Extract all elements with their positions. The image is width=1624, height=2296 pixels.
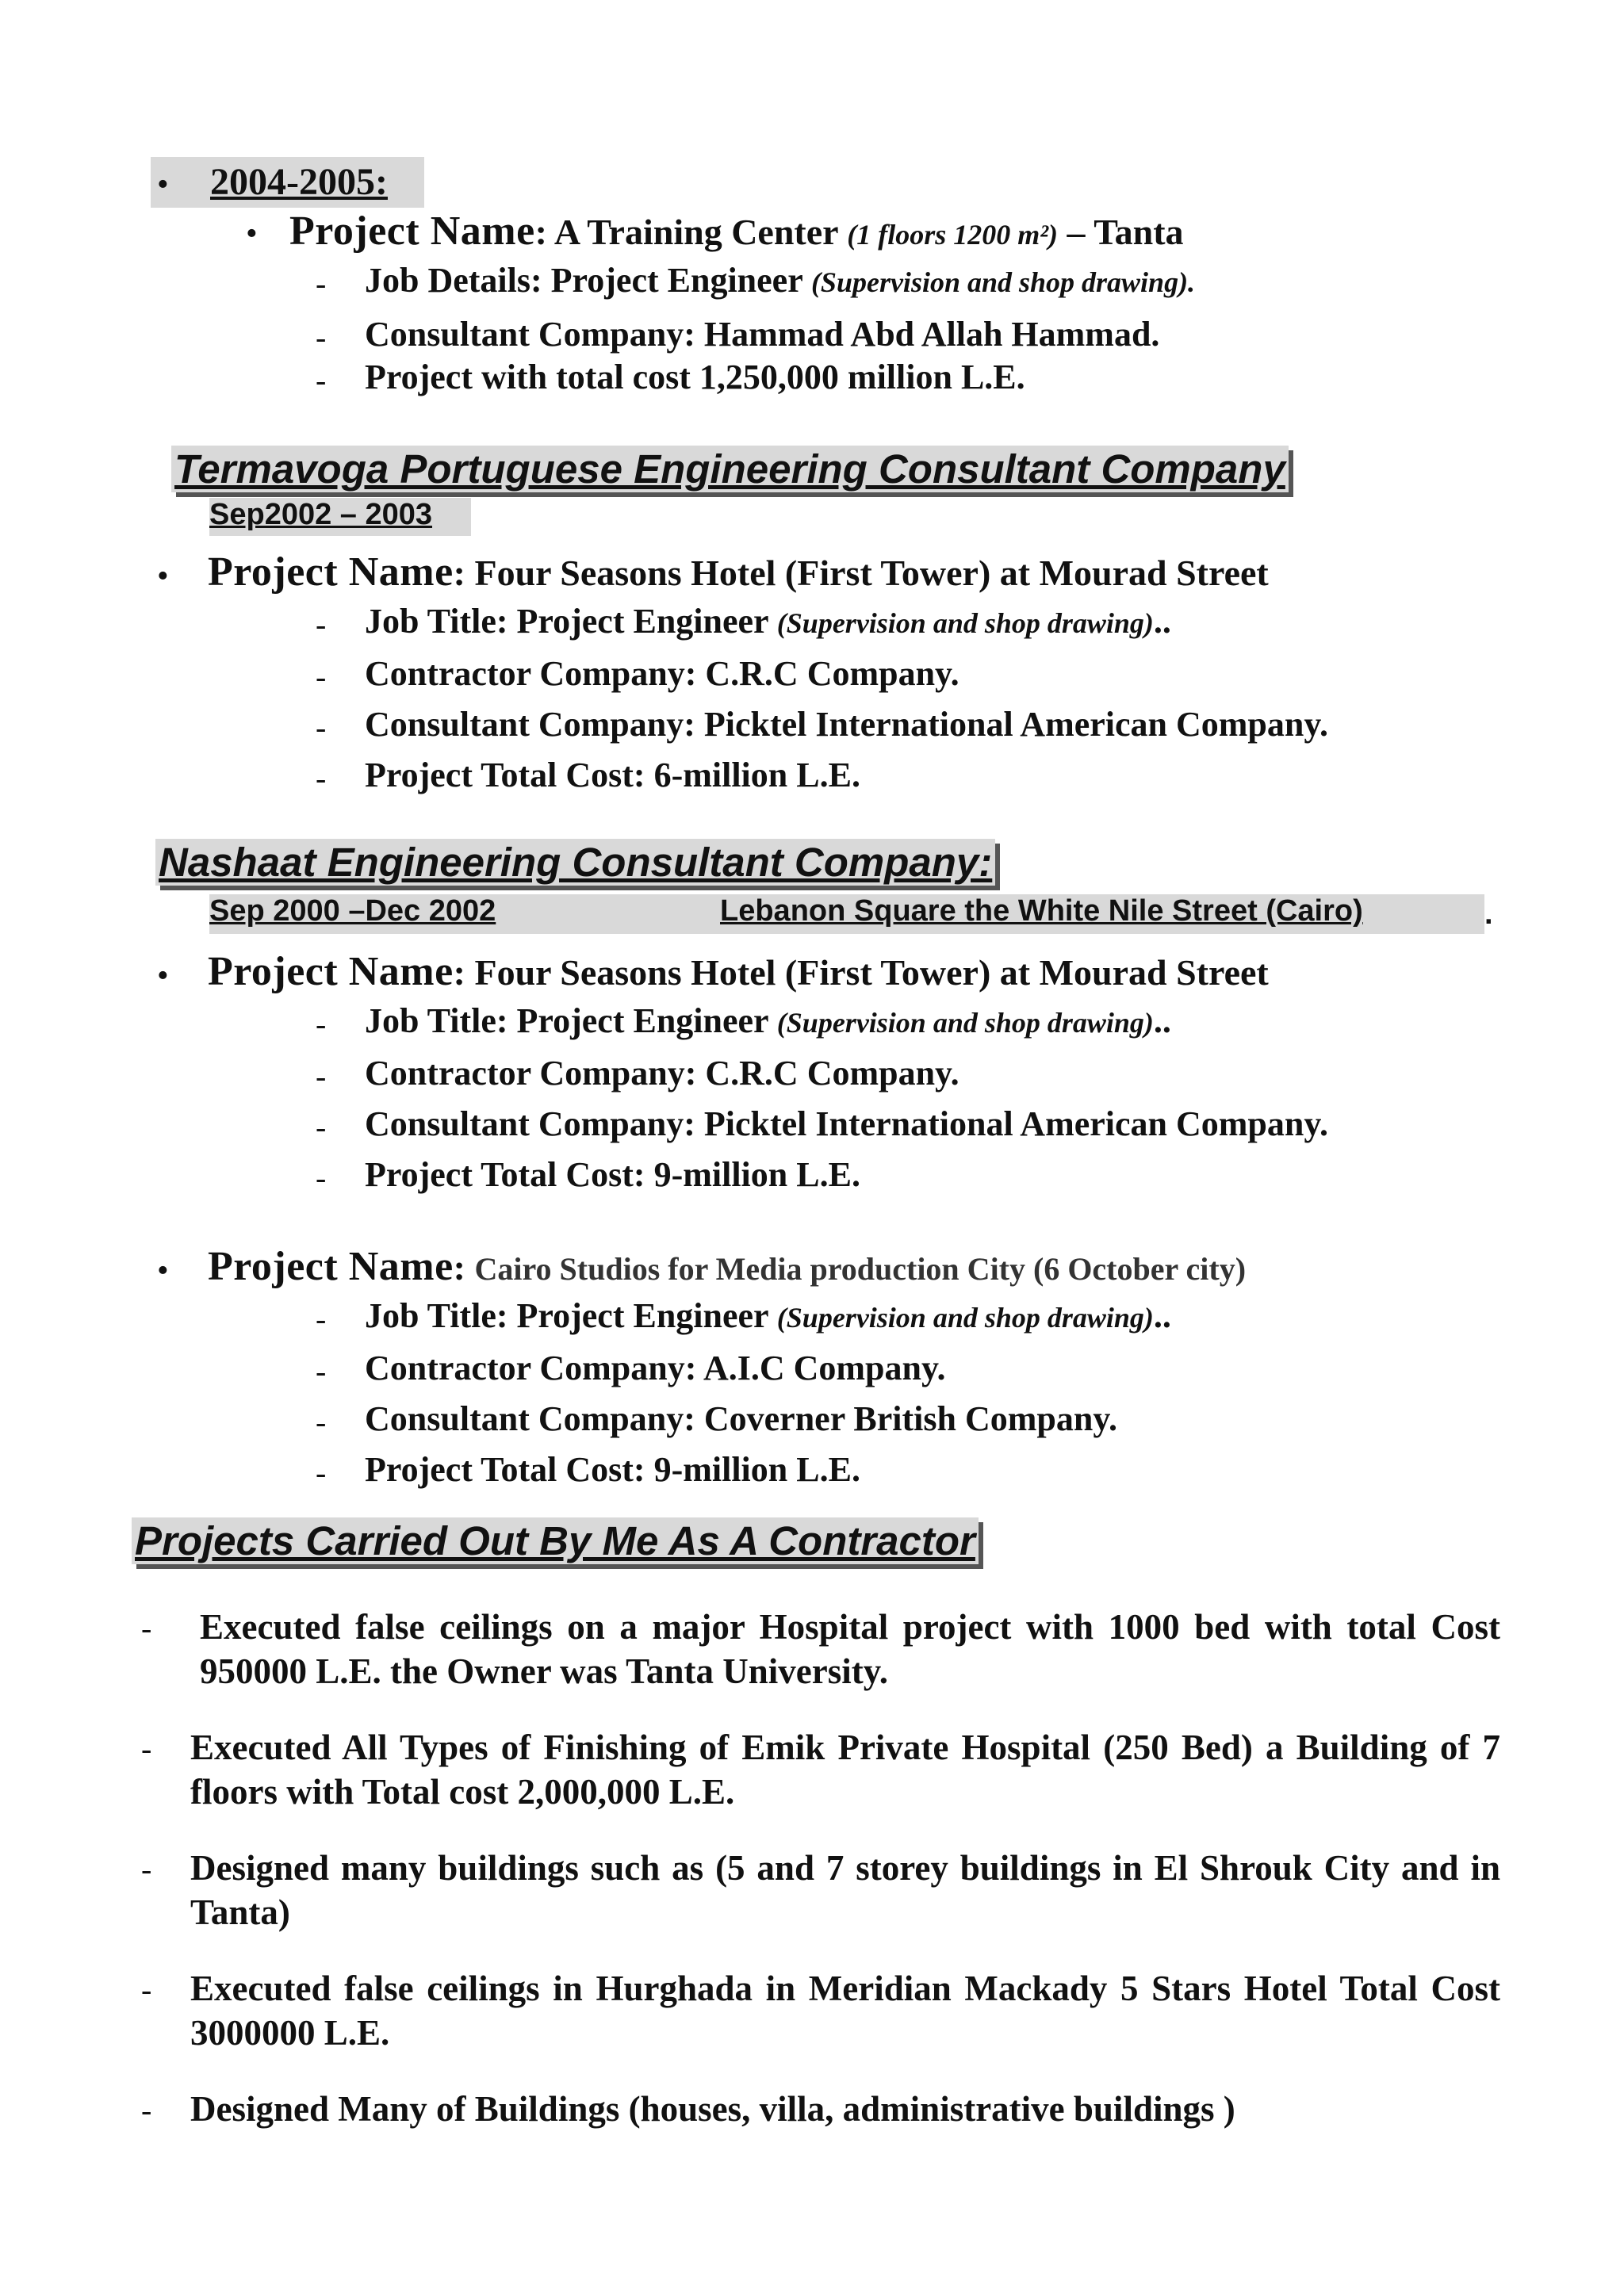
dash-icon: - <box>316 1006 327 1042</box>
detail-line: Project Total Cost: 6-million L.E. <box>365 756 860 794</box>
contractor-item: Executed false ceilings in Hurghada in Meridian Mackady 5 Stars Hotel Total Cost 3000000 L.E. <box>190 1969 1500 2053</box>
dash-icon: - <box>141 1731 152 1766</box>
company-heading-nashaat: Nashaat Engineering Consultant Company: <box>155 839 995 886</box>
dash-icon: - <box>316 1353 327 1389</box>
project-name-value: : Four Seasons Hotel (First Tower) at Mourad Street <box>453 952 1269 993</box>
detail-note: (Supervision and shop drawing) <box>776 1007 1154 1039</box>
detail-note: (Supervision and shop drawing). <box>810 266 1196 298</box>
detail-line <box>365 1001 1171 1041</box>
company-heading-termavoga: Termavoga Portuguese Engineering Consultant Company <box>171 446 1289 492</box>
detail-tail: .. <box>1153 1296 1171 1335</box>
project-size-note: (1 floors 1200 m²) <box>847 219 1059 251</box>
bullet-icon: • <box>157 958 169 994</box>
contractor-item: Executed All Types of Finishing of Emik Private Hospital (250 Bed) a Building of 7 floors with Total cost 2,000,000 L.E. <box>190 1728 1500 1812</box>
location-box <box>693 894 1484 934</box>
bullet-icon: • <box>157 166 169 203</box>
year-heading: 2004-2005: <box>210 161 388 203</box>
project-name-value: Cairo Studios for Media production City (6 October city) <box>474 1251 1247 1287</box>
detail-line: Consultant Company: Hammad Abd Allah Hammad. <box>365 315 1160 354</box>
dash-icon: - <box>141 1972 152 2007</box>
detail-text: Job Title: Project Engineer <box>365 1001 777 1040</box>
bullet-icon: • <box>157 1253 169 1289</box>
dash-icon: - <box>316 1404 327 1440</box>
dash-icon: - <box>316 1058 327 1094</box>
detail-text: Job Title: Project Engineer <box>365 1296 777 1335</box>
project-name-label: Project Name <box>289 209 535 254</box>
detail-tail: .. <box>1153 602 1171 641</box>
contractor-item: Designed many buildings such as (5 and 7 storey buildings in El Shrouk City and in Tanta) <box>190 1848 1500 1932</box>
project-name-label: Project Name <box>208 549 454 595</box>
dash-icon: - <box>141 2092 152 2128</box>
dash-icon: - <box>316 266 327 301</box>
detail-text: Job Details: Project Engineer <box>365 261 811 300</box>
project-name-value: : A Training Center <box>534 212 848 252</box>
project-name-colon: : <box>453 1247 475 1288</box>
dash-icon: - <box>141 1851 152 1887</box>
contractor-item: Executed false ceilings on a major Hospital project with 1000 bed with total Cost 950000 L.E. the Owner was Tanta University. <box>200 1607 1500 1691</box>
detail-line <box>365 260 1195 300</box>
detail-line: Contractor Company: A.I.C Company. <box>365 1349 946 1387</box>
detail-tail: .. <box>1153 1001 1171 1040</box>
dash-icon: - <box>316 607 327 642</box>
date-range: Sep2002 – 2003 <box>209 498 471 536</box>
dash-icon: - <box>141 1610 152 1646</box>
bullet-icon: • <box>246 216 258 252</box>
project-name-label: Project Name <box>208 949 454 994</box>
detail-line: Contractor Company: C.R.C Company. <box>365 1054 959 1093</box>
project-name-line <box>208 948 1269 995</box>
project-name-line <box>208 549 1269 595</box>
dash-icon: - <box>316 1455 327 1490</box>
project-name-label: Project Name <box>208 1244 454 1289</box>
project-name-line <box>289 208 1184 254</box>
project-location: – Tanta <box>1058 212 1184 252</box>
dash-icon: - <box>316 1160 327 1196</box>
dash-icon: - <box>316 1301 327 1337</box>
location-tail: . <box>1484 897 1493 931</box>
bullet-icon: • <box>157 558 169 595</box>
dash-icon: - <box>316 710 327 745</box>
detail-line: Consultant Company: Picktel International American Company. <box>365 705 1328 744</box>
detail-line <box>365 1295 1171 1336</box>
detail-line: Consultant Company: Picktel International American Company. <box>365 1104 1328 1143</box>
detail-line: Project Total Cost: 9-million L.E. <box>365 1450 860 1489</box>
detail-line <box>365 601 1171 641</box>
detail-text: Job Title: Project Engineer <box>365 602 777 641</box>
detail-line: Consultant Company: Coverner British Company. <box>365 1399 1117 1438</box>
detail-line: Project Total Cost: 9-million L.E. <box>365 1155 860 1194</box>
dash-icon: - <box>316 760 327 796</box>
contractor-item: Designed Many of Buildings (houses, villa, administrative buildings ) <box>190 2089 1235 2129</box>
detail-note: (Supervision and shop drawing) <box>776 1302 1154 1334</box>
detail-note: (Supervision and shop drawing) <box>776 607 1154 639</box>
detail-line: Contractor Company: C.R.C Company. <box>365 654 959 693</box>
project-name-line <box>208 1243 1246 1290</box>
dash-icon: - <box>316 659 327 695</box>
contractor-heading: Projects Carried Out By Me As A Contractor <box>132 1517 979 1564</box>
dash-icon: - <box>316 320 327 355</box>
dash-icon: - <box>316 1109 327 1145</box>
location-text: Lebanon Square the White Nile Street (Cairo) <box>720 894 1363 928</box>
project-name-value: : Four Seasons Hotel (First Tower) at Mourad Street <box>453 553 1269 593</box>
date-range: Sep 2000 –Dec 2002 <box>209 894 693 934</box>
detail-line: Project with total cost 1,250,000 million L.E. <box>365 358 1025 396</box>
dash-icon: - <box>316 362 327 398</box>
